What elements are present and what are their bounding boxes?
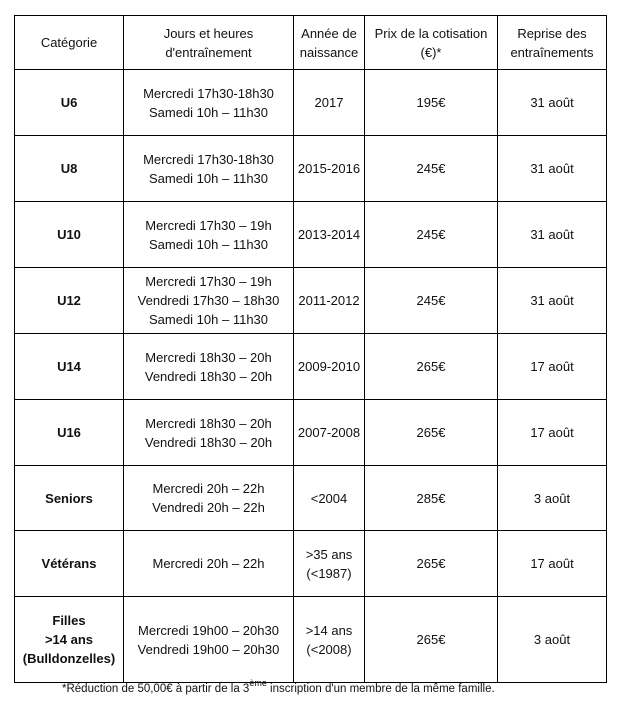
- restart-cell: [498, 268, 607, 334]
- schedule-cell-line: Mercredi 17h30-18h30: [143, 151, 274, 167]
- price-cell: [365, 70, 498, 136]
- birth-year-cell: [294, 202, 365, 268]
- birth-year-cell: [294, 531, 365, 597]
- schedule-cell-line: Samedi 10h – 11h30: [148, 104, 269, 120]
- table-row: [15, 531, 607, 597]
- table-row: [15, 597, 607, 683]
- category-cell-line: Seniors: [45, 490, 93, 506]
- category-cell-line: Vétérans: [41, 556, 97, 571]
- schedule-cell-line: Vendredi 17h30 – 18h30: [137, 293, 280, 308]
- restart-cell-value: 31 août: [530, 227, 574, 242]
- schedule-cell: [124, 268, 294, 334]
- restart-cell-value: 3 août: [533, 632, 571, 647]
- category-cell: [15, 334, 124, 400]
- price-cell-value: 245€: [416, 227, 446, 242]
- price-cell-value: 265€: [416, 425, 446, 440]
- category-cell-line: U12: [57, 293, 81, 308]
- birth-year-cell-line: >35 ans: [305, 546, 353, 562]
- schedule-cell: [124, 531, 294, 597]
- restart-cell: [498, 597, 607, 683]
- restart-cell-value: 31 août: [530, 293, 574, 308]
- birth-year-cell: [294, 334, 365, 400]
- birth-year-cell-line: (<1987): [306, 565, 352, 581]
- category-cell: [15, 136, 124, 202]
- header-birth-year: Année de naissance: [294, 16, 365, 70]
- table-row: [15, 400, 607, 466]
- category-cell-line: U10: [57, 227, 81, 242]
- birth-year-cell: [294, 466, 365, 531]
- schedule-cell-line: Mercredi 17h30-18h30: [143, 85, 274, 101]
- price-footnote: [62, 679, 495, 695]
- schedule-cell-line: Vendredi 20h – 22h: [152, 500, 265, 515]
- schedule-cell: [124, 597, 294, 683]
- category-cell: [15, 70, 124, 136]
- category-cell-line: (Bulldonzelles): [22, 651, 116, 666]
- restart-cell-value: 31 août: [530, 95, 574, 110]
- category-cell-line: Filles: [52, 613, 86, 628]
- header-row: [15, 16, 607, 70]
- schedule-cell-line: Mercredi 17h30 – 19h: [145, 274, 272, 289]
- schedule-cell-line: Mercredi 17h30 – 19h: [145, 217, 272, 233]
- category-cell: [15, 466, 124, 531]
- restart-cell: [498, 70, 607, 136]
- restart-cell: [498, 531, 607, 597]
- schedule-cell: [124, 202, 294, 268]
- birth-year-cell: [294, 597, 365, 683]
- birth-year-cell: [294, 70, 365, 136]
- membership-schedule-table: [14, 15, 607, 683]
- category-cell: [15, 268, 124, 334]
- price-cell: [365, 400, 498, 466]
- schedule-cell-line: Vendredi 19h00 – 20h30: [137, 641, 280, 657]
- header-category: Catégorie: [15, 16, 124, 70]
- schedule-cell: [124, 70, 294, 136]
- price-cell: [365, 334, 498, 400]
- price-cell-value: 265€: [416, 359, 446, 374]
- table-body: [15, 70, 607, 683]
- schedule-cell: [124, 466, 294, 531]
- restart-cell-value: 3 août: [533, 490, 571, 506]
- birth-year-cell: [294, 136, 365, 202]
- birth-year-cell-line: <2004: [310, 490, 348, 506]
- category-cell: [15, 531, 124, 597]
- birth-year-cell-line: 2009-2010: [297, 359, 361, 374]
- schedule-cell-line: Samedi 10h – 11h30: [148, 312, 269, 327]
- schedule-cell: [124, 334, 294, 400]
- birth-year-cell-line: 2017: [314, 95, 344, 110]
- schedule-cell-line: Mercredi 20h – 22h: [152, 556, 265, 571]
- header-price: Prix de la cotisation (€)*: [365, 16, 498, 70]
- schedule-cell-line: Vendredi 18h30 – 20h: [144, 434, 273, 450]
- table-row: [15, 202, 607, 268]
- restart-cell: [498, 334, 607, 400]
- birth-year-cell-line: >14 ans: [305, 622, 353, 638]
- restart-cell-value: 17 août: [530, 556, 574, 571]
- category-cell: [15, 400, 124, 466]
- schedule-cell-line: Samedi 10h – 11h30: [148, 170, 269, 186]
- birth-year-cell-line: 2015-2016: [297, 161, 361, 176]
- price-cell: [365, 268, 498, 334]
- restart-cell-value: 17 août: [530, 359, 574, 374]
- price-cell-value: 245€: [416, 293, 446, 308]
- price-cell-value: 195€: [416, 95, 446, 110]
- header-restart: Reprise des entraînements: [498, 16, 607, 70]
- schedule-cell: [124, 136, 294, 202]
- price-cell: [365, 597, 498, 683]
- birth-year-cell-line: 2011-2012: [298, 293, 360, 308]
- restart-cell: [498, 136, 607, 202]
- category-cell: [15, 202, 124, 268]
- schedule-cell-line: Mercredi 18h30 – 20h: [145, 349, 272, 365]
- table-row: [15, 334, 607, 400]
- restart-cell-value: 17 août: [530, 425, 574, 440]
- header-schedule: Jours et heures d'entraînement: [124, 16, 294, 70]
- footnote-text-end: inscription d'un membre de la même famille.: [266, 682, 495, 695]
- restart-cell: [498, 202, 607, 268]
- schedule-cell: [124, 400, 294, 466]
- price-cell: [365, 136, 498, 202]
- birth-year-cell-line: 2007-2008: [297, 425, 361, 440]
- price-cell-value: 285€: [416, 490, 446, 506]
- category-cell-line: U16: [57, 425, 81, 440]
- schedule-cell-line: Samedi 10h – 11h30: [148, 236, 269, 252]
- birth-year-cell: [294, 268, 365, 334]
- footnote-superscript: ème: [249, 678, 267, 688]
- restart-cell: [498, 466, 607, 531]
- restart-cell-value: 31 août: [530, 161, 574, 176]
- category-cell: [15, 597, 124, 683]
- birth-year-cell-line: (<2008): [306, 641, 352, 657]
- price-cell-value: 265€: [416, 632, 446, 647]
- price-cell-value: 245€: [416, 161, 446, 176]
- table-row: [15, 70, 607, 136]
- price-cell: [365, 466, 498, 531]
- footnote-text: *Réduction de 50,00€ à partir de la 3: [62, 682, 250, 695]
- schedule-cell-line: Mercredi 20h – 22h: [152, 481, 265, 496]
- category-cell-line: >14 ans: [44, 632, 94, 647]
- price-cell: [365, 202, 498, 268]
- table-row: [15, 268, 607, 334]
- table-row: [15, 136, 607, 202]
- category-cell-line: U14: [57, 359, 81, 374]
- birth-year-cell-line: 2013-2014: [297, 227, 361, 242]
- birth-year-cell: [294, 400, 365, 466]
- category-cell-line: U6: [60, 95, 78, 110]
- price-cell: [365, 531, 498, 597]
- schedule-cell-line: Mercredi 19h00 – 20h30: [138, 622, 279, 638]
- schedule-cell-line: Vendredi 18h30 – 20h: [144, 368, 273, 384]
- restart-cell: [498, 400, 607, 466]
- price-cell-value: 265€: [416, 556, 446, 571]
- schedule-cell-line: Mercredi 18h30 – 20h: [145, 415, 272, 431]
- category-cell-line: U8: [60, 161, 78, 176]
- table-row: [15, 466, 607, 531]
